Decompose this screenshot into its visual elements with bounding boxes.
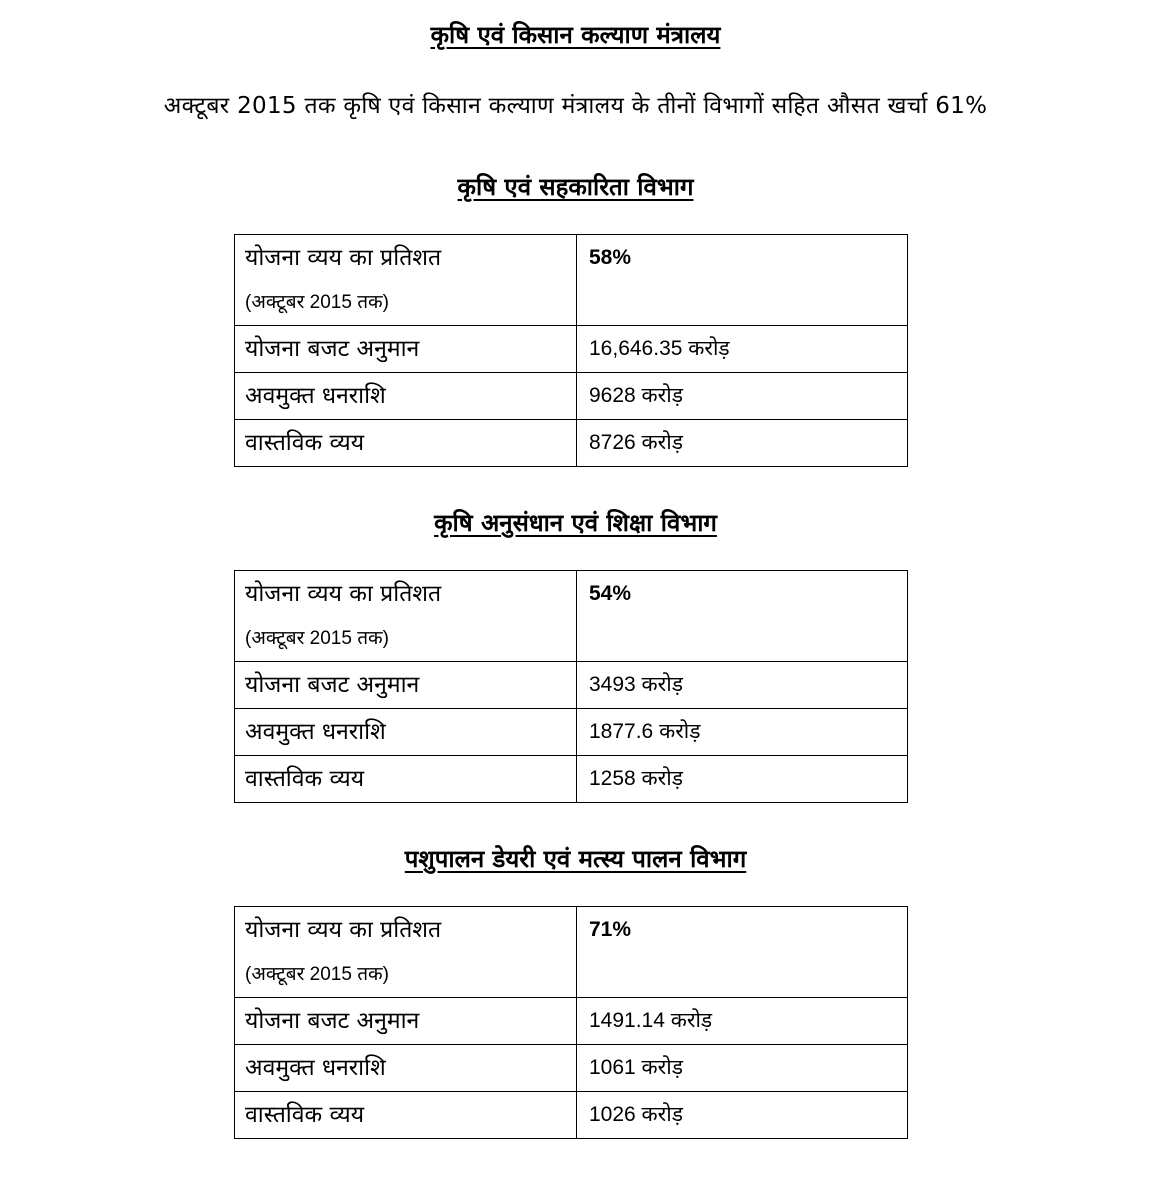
released-value: 1061 करोड़ (577, 1045, 908, 1092)
department-title: कृषि एवं सहकारिता विभाग (457, 173, 694, 201)
actual-label: वास्तविक व्यय (235, 1092, 577, 1139)
plan-percent-period: (अक्टूबर 2015 तक) (245, 964, 389, 985)
department-table (234, 570, 908, 803)
budget-label: योजना बजट अनुमान (235, 326, 577, 373)
summary-line: अक्टूबर 2015 तक कृषि एवं किसान कल्याण मंत्रालय के तीनों विभागों सहित औसत खर्चा 61% (163, 93, 988, 119)
plan-percent-label-cell (235, 571, 577, 662)
plan-percent-value: 54% (577, 571, 908, 662)
table-row (235, 998, 908, 1045)
plan-percent-value: 71% (577, 907, 908, 998)
released-value: 9628 करोड़ (577, 373, 908, 420)
budget-value: 3493 करोड़ (577, 662, 908, 709)
table-row (235, 235, 908, 326)
plan-percent-period: (अक्टूबर 2015 तक) (245, 292, 389, 313)
released-label: अवमुक्त धनराशि (235, 709, 577, 756)
department-table (234, 234, 908, 467)
budget-value: 1491.14 करोड़ (577, 998, 908, 1045)
table-row (235, 756, 908, 803)
table-row (235, 1092, 908, 1139)
department-title: कृषि अनुसंधान एवं शिक्षा विभाग (434, 509, 717, 537)
table-row (235, 1045, 908, 1092)
plan-percent-value: 58% (577, 235, 908, 326)
plan-percent-label: योजना व्यय का प्रतिशत (245, 245, 442, 271)
table-row (235, 373, 908, 420)
actual-value: 1026 करोड़ (577, 1092, 908, 1139)
department-title: पशुपालन डेयरी एवं मत्स्य पालन विभाग (404, 845, 747, 873)
plan-percent-label: योजना व्यय का प्रतिशत (245, 581, 442, 607)
budget-label: योजना बजट अनुमान (235, 662, 577, 709)
table-row (235, 709, 908, 756)
actual-label: वास्तविक व्यय (235, 756, 577, 803)
department-table (234, 906, 908, 1139)
released-label: अवमुक्त धनराशि (235, 373, 577, 420)
plan-percent-label-cell (235, 907, 577, 998)
actual-value: 1258 करोड़ (577, 756, 908, 803)
actual-label: वास्तविक व्यय (235, 420, 577, 467)
budget-value: 16,646.35 करोड़ (577, 326, 908, 373)
budget-label: योजना बजट अनुमान (235, 998, 577, 1045)
released-label: अवमुक्त धनराशि (235, 1045, 577, 1092)
plan-percent-label-cell (235, 235, 577, 326)
table-row (235, 420, 908, 467)
ministry-title: कृषि एवं किसान कल्याण मंत्रालय (430, 21, 721, 49)
released-value: 1877.6 करोड़ (577, 709, 908, 756)
plan-percent-period: (अक्टूबर 2015 तक) (245, 628, 389, 649)
table-row (235, 662, 908, 709)
table-row (235, 326, 908, 373)
actual-value: 8726 करोड़ (577, 420, 908, 467)
table-row (235, 571, 908, 662)
table-row (235, 907, 908, 998)
plan-percent-label: योजना व्यय का प्रतिशत (245, 917, 442, 943)
